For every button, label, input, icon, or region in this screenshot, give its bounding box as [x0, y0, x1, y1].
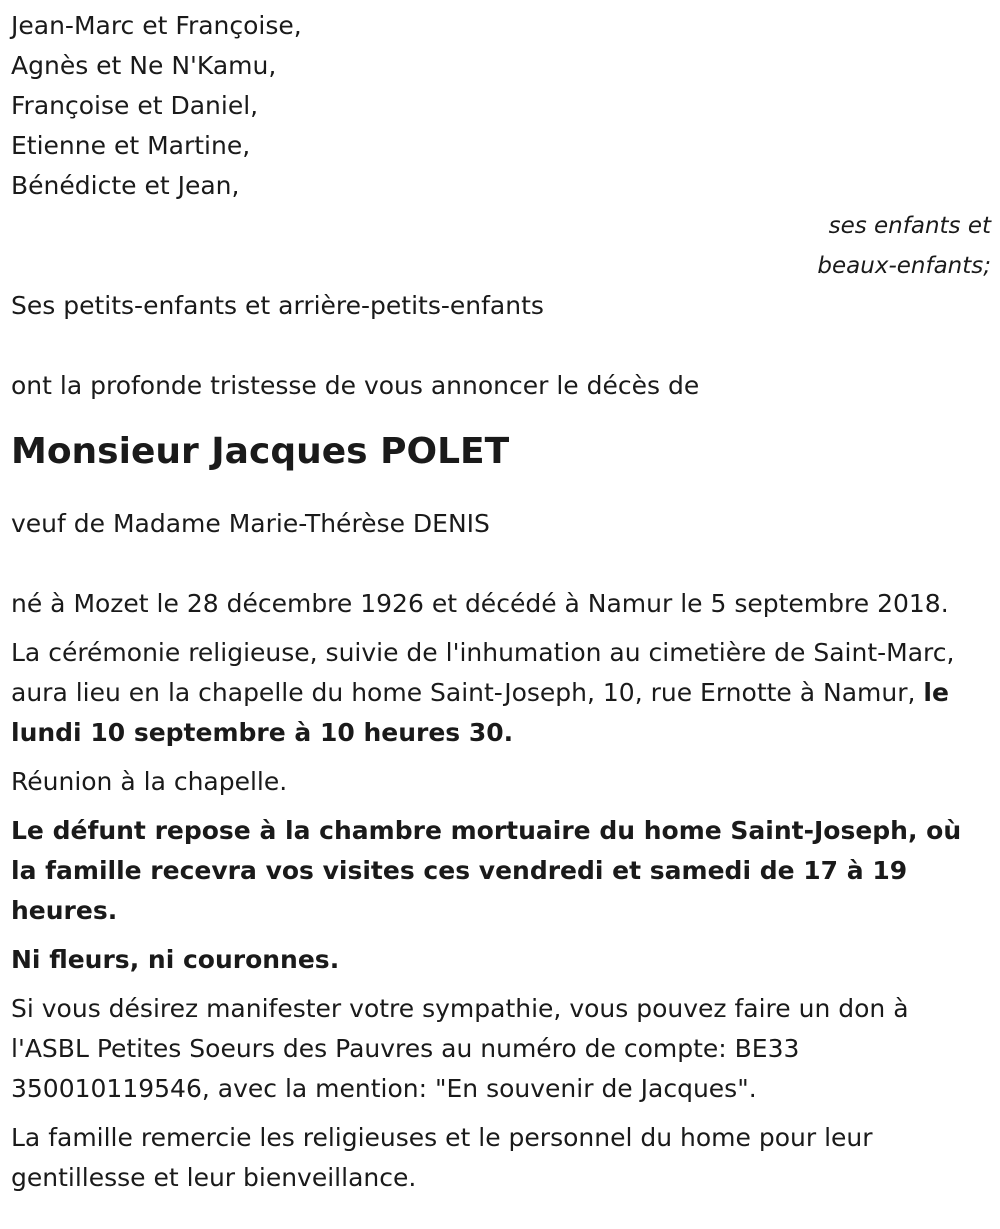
family-name-line: Agnès et Ne N'Kamu,	[11, 51, 277, 80]
ceremony-details: La cérémonie religieuse, suivie de l'inhumation au cimetière de Saint-Marc, aura lieu en la chapelle du home Saint-Joseph, 10, rue Ernotte à Namur,	[11, 638, 955, 707]
no-flowers-text: Ni fleurs, ni couronnes.	[11, 945, 340, 974]
birth-death-text: né à Mozet le 28 décembre 1926 et décédé à Namur le 5 septembre 2018.	[11, 589, 949, 618]
widower-line: veuf de Madame Marie-Thérèse DENIS	[11, 509, 490, 538]
grandchildren-line: Ses petits-enfants et arrière-petits-enfants	[11, 291, 544, 320]
family-name-line: Jean-Marc et Françoise,	[11, 11, 302, 40]
family-names	[11, 6, 991, 206]
repose-text: Le défunt repose à la chambre mortuaire du home Saint-Joseph, où la famille recevra vos visites ces vendredi et samedi de 17 à 19 heures.	[11, 816, 962, 925]
relation-block	[11, 206, 991, 286]
family-name-line: Bénédicte et Jean,	[11, 171, 240, 200]
family-name-line: Etienne et Martine,	[11, 131, 251, 160]
announcement-line: ont la profonde tristesse de vous annoncer le décès de	[11, 371, 700, 400]
relation-line: ses enfants et	[828, 213, 991, 239]
ceremony-text	[11, 633, 991, 753]
donation-text: Si vous désirez manifester votre sympathie, vous pouvez faire un don à l'ASBL Petites Soeurs des Pauvres au numéro de compte: BE33 350010119546, avec la mention: "En souvenir de Jacques".	[11, 994, 909, 1103]
family-name-line: Françoise et Daniel,	[11, 91, 259, 120]
obituary-notice	[11, 0, 991, 1198]
ceremony-date: le lundi 10 septembre à 10 heures 30.	[11, 678, 949, 747]
relation-line: beaux-enfants;	[817, 253, 991, 279]
reunion-text: Réunion à la chapelle.	[11, 767, 288, 796]
thanks-text: La famille remercie les religieuses et le personnel du home pour leur gentillesse et leur bienveillance.	[11, 1123, 873, 1192]
deceased-name: Monsieur Jacques POLET	[11, 431, 510, 472]
